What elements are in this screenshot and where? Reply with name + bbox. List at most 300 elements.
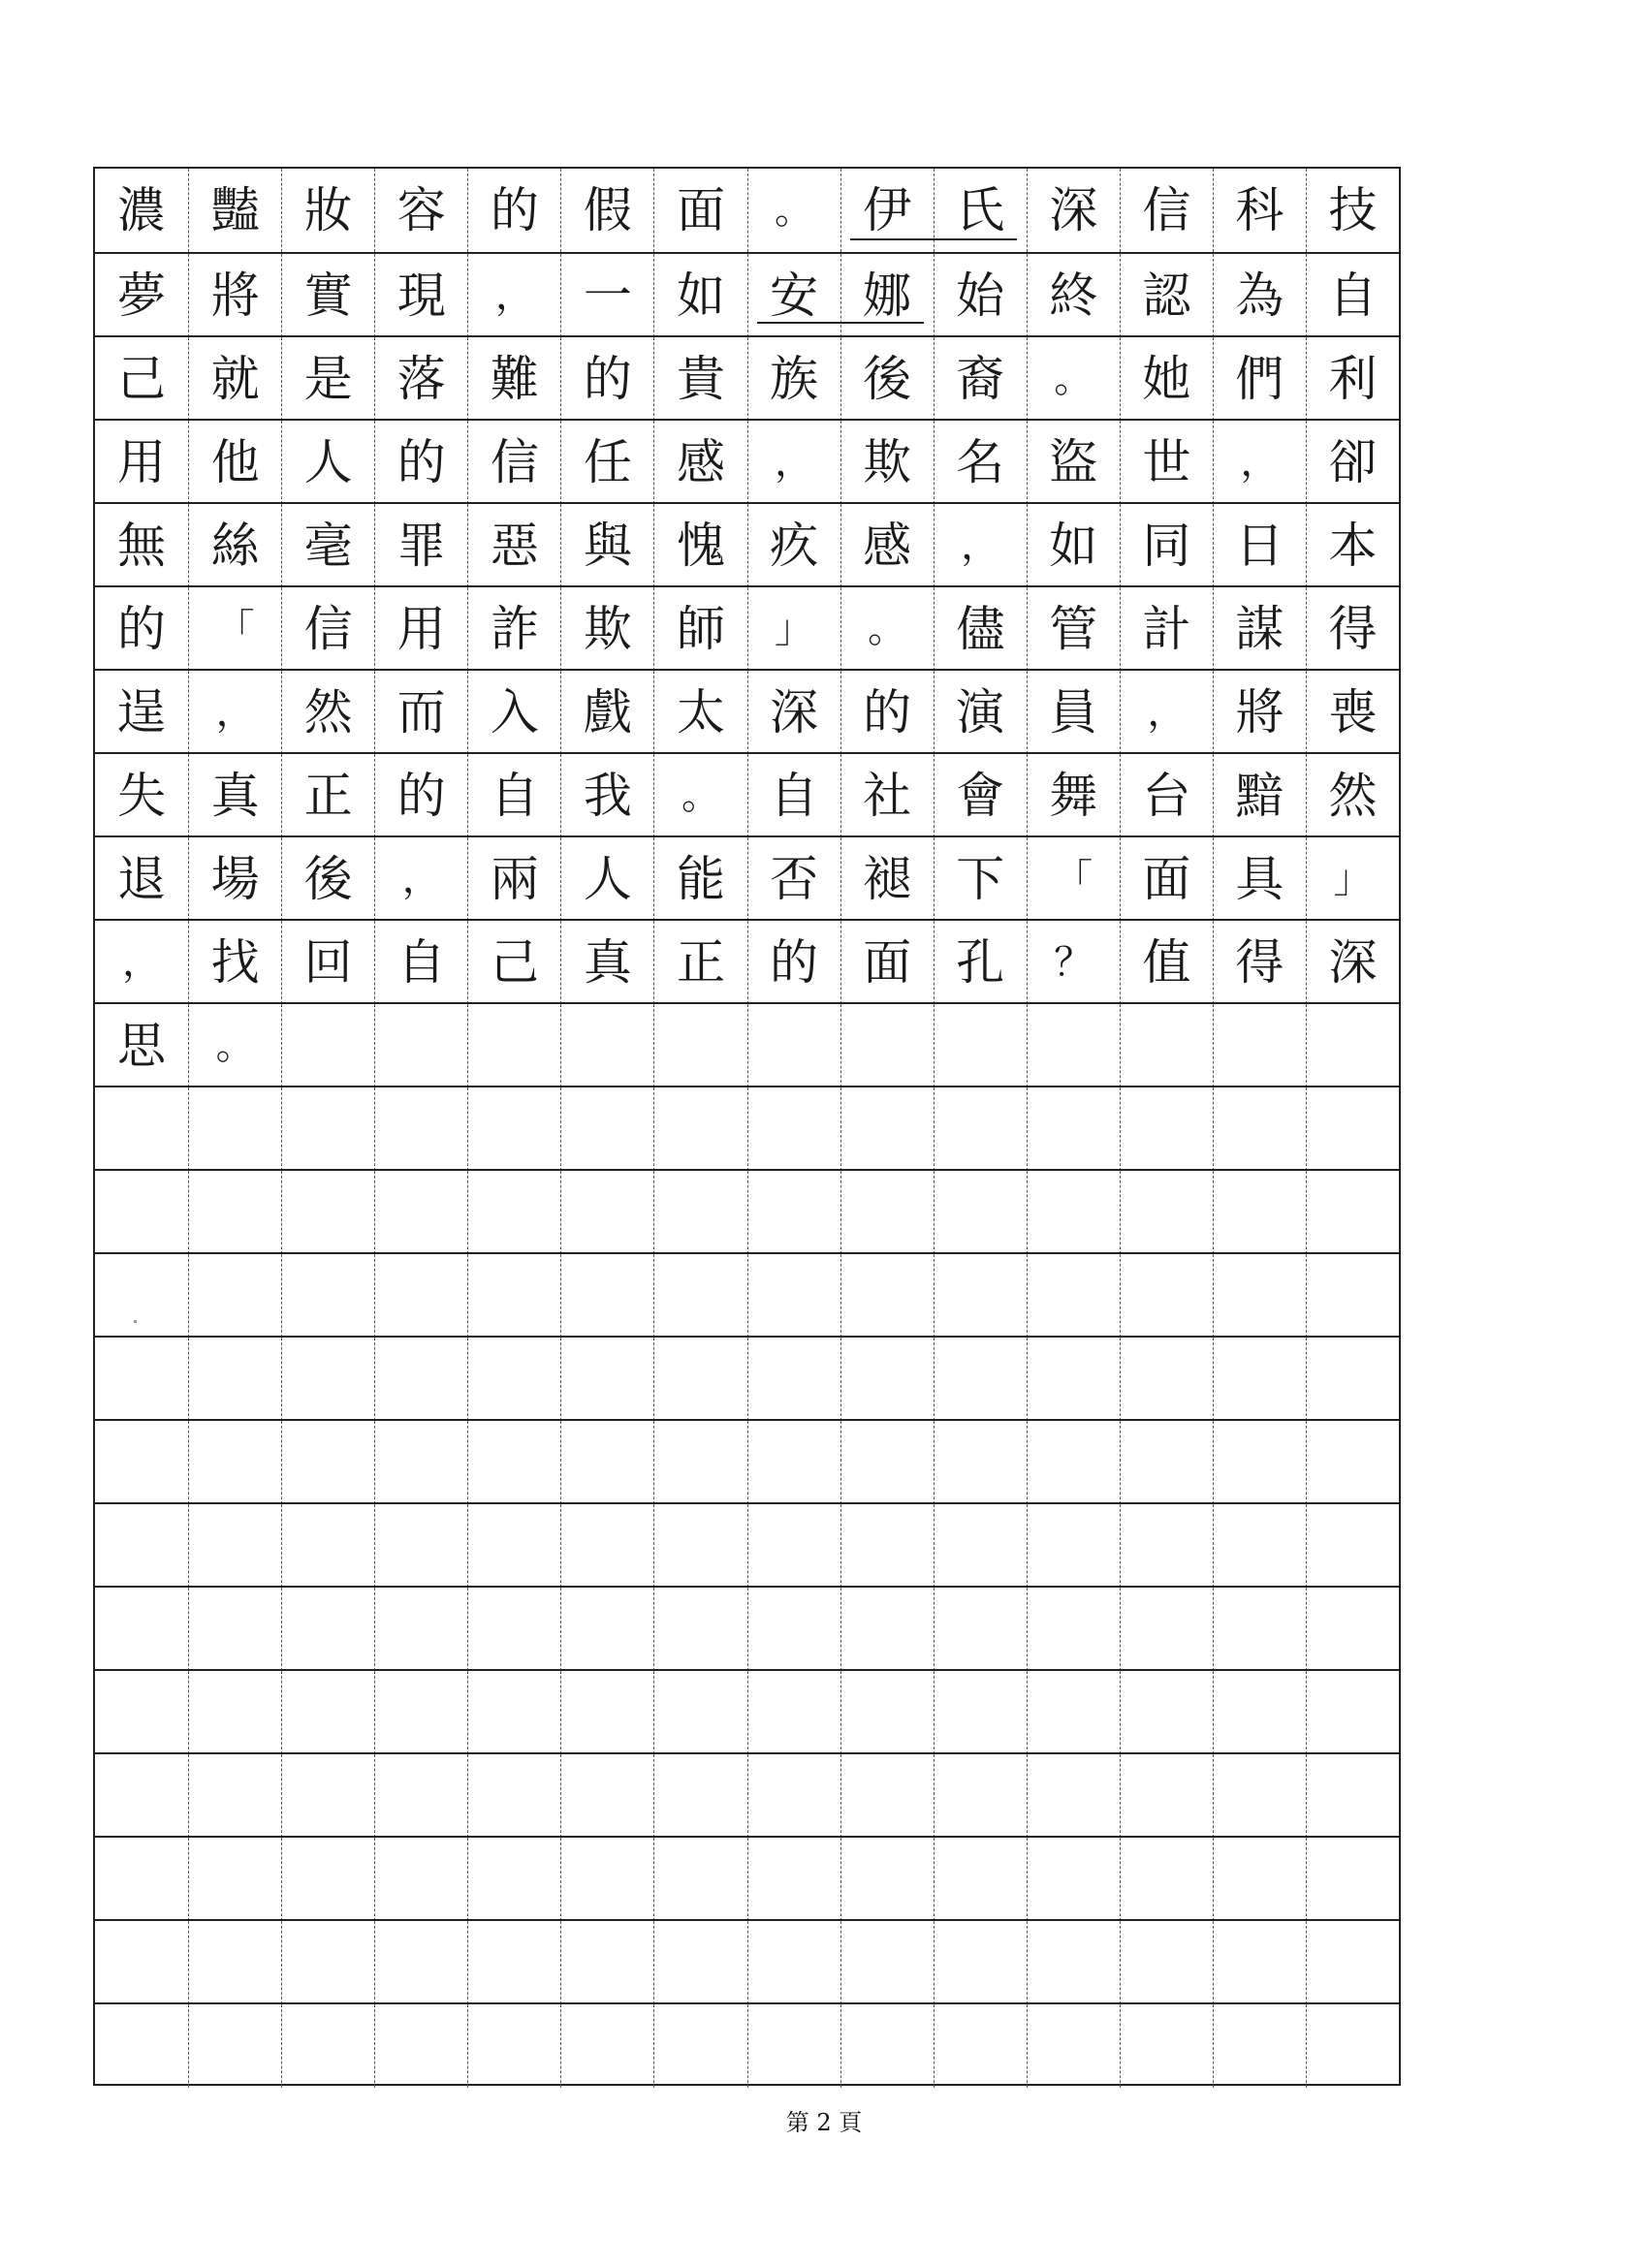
grid-cell: 無 [117, 518, 167, 574]
grid-cell [560, 1004, 653, 1087]
grid-cell [1120, 1754, 1213, 1838]
grid-cell: 一 [560, 254, 653, 337]
grid-cell [1306, 1504, 1399, 1588]
grid-cell [1306, 1338, 1399, 1421]
grid-cell [281, 1421, 374, 1504]
grid-cell: 娜 [840, 254, 934, 337]
grid-row [95, 1002, 1399, 1086]
grid-cell [747, 1338, 840, 1421]
grid-cell [560, 1504, 653, 1588]
grid-cell [188, 1504, 281, 1588]
grid-cell [747, 1754, 840, 1838]
grid-cell [747, 1588, 840, 1671]
grid-cell [188, 1754, 281, 1838]
grid-cell [1306, 1588, 1399, 1671]
grid-cell: 」 [1306, 837, 1399, 921]
grid-cell: 戲 [560, 671, 653, 754]
grid-cell [747, 1087, 840, 1171]
grid-cell: 盜 [1027, 421, 1120, 504]
grid-cell: 自 [467, 754, 560, 837]
grid-cell [1120, 1087, 1213, 1171]
grid-cell [188, 1921, 281, 2004]
grid-cell [747, 1004, 840, 1087]
grid-cell: 惡 [467, 504, 560, 587]
grid-cell [653, 1338, 746, 1421]
grid-cell: ， [1213, 421, 1306, 504]
grid-cell [188, 1087, 281, 1171]
grid-cell: 卻 [1306, 421, 1399, 504]
grid-cell: ， [122, 940, 162, 985]
grid-cell [653, 1171, 746, 1254]
grid-cell: 人 [281, 421, 374, 504]
grid-cell: 如 [1027, 504, 1120, 587]
grid-cell [747, 2004, 840, 2088]
grid-cell [1213, 1087, 1306, 1171]
grid-cell: 「 [1027, 837, 1120, 921]
grid-cell [374, 1588, 467, 1671]
grid-row [95, 1336, 1399, 1419]
grid-cell [1027, 1754, 1120, 1838]
grid-cell: ， [747, 421, 840, 504]
grid-cell: 的 [560, 337, 653, 421]
grid-cell: 我 [560, 754, 653, 837]
grid-cell: 兩 [467, 837, 560, 921]
grid-cell [1027, 1338, 1120, 1421]
grid-cell: 己 [117, 351, 167, 407]
grid-cell [188, 1338, 281, 1421]
grid-cell: 思 [117, 1018, 167, 1074]
grid-cell [281, 2004, 374, 2088]
grid-cell: 的 [467, 169, 560, 252]
grid-cell: 黯 [1213, 754, 1306, 837]
grid-cell [747, 1504, 840, 1588]
grid-cell [467, 1254, 560, 1338]
grid-cell: 他 [188, 421, 281, 504]
grid-cell: 逞 [117, 684, 167, 740]
grid-cell [747, 1921, 840, 2004]
grid-cell [467, 1171, 560, 1254]
grid-cell [934, 1921, 1027, 2004]
grid-cell: 豔 [188, 169, 281, 252]
grid-cell [281, 1171, 374, 1254]
grid-row [95, 752, 1399, 835]
grid-cell [95, 1421, 188, 1504]
grid-cell: ， [934, 504, 1027, 587]
grid-cell [840, 1588, 934, 1671]
grid-cell: 。 [1027, 337, 1120, 421]
grid-cell: 謀 [1213, 587, 1306, 671]
grid-cell: 。 [188, 1004, 281, 1087]
grid-cell [374, 1921, 467, 2004]
grid-cell [1306, 1087, 1399, 1171]
grid-cell [188, 1671, 281, 1754]
grid-cell [281, 1588, 374, 1671]
grid-cell [95, 1171, 188, 1254]
grid-cell [467, 1504, 560, 1588]
grid-cell [374, 1171, 467, 1254]
grid-cell [1213, 1338, 1306, 1421]
grid-cell [1306, 1254, 1399, 1338]
grid-cell: 與 [560, 504, 653, 587]
grid-cell [934, 1838, 1027, 1921]
grid-cell [1306, 1171, 1399, 1254]
grid-cell [467, 1421, 560, 1504]
grid-cell [840, 1504, 934, 1588]
grid-cell [1306, 1671, 1399, 1754]
grid-cell [934, 1421, 1027, 1504]
grid-cell: 絲 [188, 504, 281, 587]
grid-cell: 如 [653, 254, 746, 337]
grid-cell: 真 [560, 921, 653, 1004]
grid-cell [374, 1421, 467, 1504]
grid-cell: 「 [188, 587, 281, 671]
grid-cell [840, 1338, 934, 1421]
grid-cell: 們 [1213, 337, 1306, 421]
grid-cell [840, 1004, 934, 1087]
grid-cell [95, 1754, 188, 1838]
grid-cell [840, 1421, 934, 1504]
grid-cell: 計 [1120, 587, 1213, 671]
grid-cell: 真 [188, 754, 281, 837]
grid-cell [934, 1671, 1027, 1754]
grid-cell: 將 [188, 254, 281, 337]
grid-cell [653, 1004, 746, 1087]
grid-cell [467, 1921, 560, 2004]
grid-row [95, 2002, 1399, 2086]
grid-cell: 終 [1027, 254, 1120, 337]
grid-cell [281, 1754, 374, 1838]
grid-cell [747, 1671, 840, 1754]
grid-cell: 喪 [1306, 671, 1399, 754]
grid-cell [560, 1087, 653, 1171]
grid-cell [95, 1087, 188, 1171]
grid-cell [934, 1754, 1027, 1838]
grid-cell: 深 [1306, 921, 1399, 1004]
grid-cell [281, 1254, 374, 1338]
grid-cell: 為 [1213, 254, 1306, 337]
grid-cell [1120, 1004, 1213, 1087]
grid-cell [467, 1338, 560, 1421]
grid-cell: 罪 [374, 504, 467, 587]
grid-cell: 管 [1027, 587, 1120, 671]
grid-cell: 場 [188, 837, 281, 921]
grid-cell: 找 [188, 921, 281, 1004]
grid-cell: 實 [281, 254, 374, 337]
grid-cell: 自 [374, 921, 467, 1004]
grid-cell: 妝 [281, 169, 374, 252]
grid-cell: 社 [840, 754, 934, 837]
grid-cell [1213, 1171, 1306, 1254]
grid-cell [934, 2004, 1027, 2088]
grid-cell [1027, 1504, 1120, 1588]
grid-cell [281, 1838, 374, 1921]
grid-cell [1120, 1588, 1213, 1671]
grid-cell: 世 [1120, 421, 1213, 504]
grid-cell [840, 1754, 934, 1838]
grid-row [95, 1419, 1399, 1502]
grid-cell [560, 1421, 653, 1504]
grid-row [95, 1086, 1399, 1169]
grid-cell: 會 [934, 754, 1027, 837]
grid-cell [1027, 1838, 1120, 1921]
grid-cell: 自 [747, 754, 840, 837]
grid-cell [934, 1171, 1027, 1254]
grid-cell: 後 [840, 337, 934, 421]
grid-cell [934, 1254, 1027, 1338]
grid-cell: 始 [934, 254, 1027, 337]
grid-cell [747, 1254, 840, 1338]
grid-cell: 的 [374, 754, 467, 837]
grid-cell: 落 [374, 337, 467, 421]
grid-cell: 的 [374, 421, 467, 504]
grid-cell: 正 [281, 754, 374, 837]
grid-cell: 而 [374, 671, 467, 754]
grid-cell: 感 [653, 421, 746, 504]
grid-cell [281, 1671, 374, 1754]
grid-cell [281, 1004, 374, 1087]
grid-cell [560, 2004, 653, 2088]
grid-cell: 難 [467, 337, 560, 421]
grid-cell [560, 1338, 653, 1421]
grid-cell [188, 1254, 281, 1338]
grid-cell [188, 1421, 281, 1504]
grid-cell: 日 [1213, 504, 1306, 587]
grid-row [95, 419, 1399, 502]
grid-cell [1027, 1171, 1120, 1254]
grid-cell [374, 2004, 467, 2088]
grid-cell: 詐 [467, 587, 560, 671]
grid-cell: 自 [1306, 254, 1399, 337]
grid-row [95, 585, 1399, 669]
grid-cell [653, 1671, 746, 1754]
grid-cell: 得 [1213, 921, 1306, 1004]
grid-cell: 名 [934, 421, 1027, 504]
grid-cell [1027, 1921, 1120, 2004]
grid-cell [281, 1921, 374, 2004]
grid-cell [934, 1504, 1027, 1588]
grid-cell: 假 [560, 169, 653, 252]
grid-cell [840, 1671, 934, 1754]
name-underline [850, 238, 1017, 240]
grid-cell: 退 [117, 851, 167, 907]
grid-cell [467, 1671, 560, 1754]
grid-row [95, 169, 1399, 252]
grid-cell: 人 [560, 837, 653, 921]
grid-cell [374, 1504, 467, 1588]
grid-cell: 面 [1120, 837, 1213, 921]
grid-cell [374, 1838, 467, 1921]
grid-cell: 正 [653, 921, 746, 1004]
grid-cell: ， [188, 671, 281, 754]
grid-cell: ？ [1027, 921, 1120, 1004]
grid-cell [467, 1004, 560, 1087]
grid-cell: 演 [934, 671, 1027, 754]
grid-cell: 濃 [117, 182, 167, 238]
grid-cell [374, 1087, 467, 1171]
grid-cell: 族 [747, 337, 840, 421]
grid-cell [934, 1338, 1027, 1421]
grid-cell [1120, 1338, 1213, 1421]
grid-row [95, 919, 1399, 1002]
grid-cell [95, 1254, 188, 1338]
grid-cell [374, 1754, 467, 1838]
grid-cell [1120, 1838, 1213, 1921]
grid-cell [1213, 1504, 1306, 1588]
grid-cell: 安 [747, 254, 840, 337]
grid-cell [281, 1087, 374, 1171]
grid-cell [934, 1588, 1027, 1671]
grid-cell [188, 1838, 281, 1921]
grid-cell [281, 1504, 374, 1588]
writing-grid-sheet [93, 167, 1401, 2086]
grid-cell [1213, 1254, 1306, 1338]
grid-cell: 裔 [934, 337, 1027, 421]
grid-cell [1306, 2004, 1399, 2088]
grid-cell: 信 [1120, 169, 1213, 252]
grid-cell: 技 [1306, 169, 1399, 252]
grid-cell [188, 2004, 281, 2088]
grid-row [95, 1502, 1399, 1586]
grid-cell: 的 [747, 921, 840, 1004]
grid-row [95, 1669, 1399, 1752]
grid-cell [467, 1087, 560, 1171]
grid-cell: 愧 [653, 504, 746, 587]
grid-cell: 後 [281, 837, 374, 921]
grid-cell [95, 2004, 188, 2088]
grid-cell [560, 1754, 653, 1838]
grid-cell: 師 [653, 587, 746, 671]
grid-cell: 。 [653, 754, 746, 837]
grid-cell: 深 [1027, 169, 1120, 252]
grid-cell [1213, 1671, 1306, 1754]
grid-cell: 用 [117, 434, 167, 490]
grid-cell [653, 1754, 746, 1838]
grid-cell [934, 1087, 1027, 1171]
grid-cell [467, 2004, 560, 2088]
grid-cell: 欺 [840, 421, 934, 504]
grid-cell [653, 1421, 746, 1504]
grid-cell: 現 [374, 254, 467, 337]
grid-cell: 然 [1306, 754, 1399, 837]
grid-cell: 褪 [840, 837, 934, 921]
grid-cell: 信 [281, 587, 374, 671]
grid-cell: 容 [374, 169, 467, 252]
grid-cell [1120, 1671, 1213, 1754]
grid-row [95, 1586, 1399, 1669]
grid-cell [1027, 1671, 1120, 1754]
grid-row [95, 1836, 1399, 1919]
grid-cell: 得 [1306, 587, 1399, 671]
grid-cell: 信 [467, 421, 560, 504]
grid-cell [374, 1004, 467, 1087]
grid-cell [1027, 1087, 1120, 1171]
grid-cell [374, 1254, 467, 1338]
grid-cell [1027, 1588, 1120, 1671]
grid-cell [1306, 1754, 1399, 1838]
grid-cell: 否 [747, 837, 840, 921]
grid-cell: 夢 [117, 268, 167, 324]
grid-cell [653, 1838, 746, 1921]
grid-cell: 具 [1213, 837, 1306, 921]
grid-cell [1027, 1254, 1120, 1338]
grid-cell: 舞 [1027, 754, 1120, 837]
grid-cell: 能 [653, 837, 746, 921]
grid-row [95, 1752, 1399, 1836]
grid-cell [747, 1171, 840, 1254]
grid-cell [95, 1338, 188, 1421]
grid-cell [1306, 1838, 1399, 1921]
grid-cell [1213, 1004, 1306, 1087]
grid-row [95, 1169, 1399, 1252]
grid-cell: 孔 [934, 921, 1027, 1004]
grid-cell [747, 1838, 840, 1921]
grid-cell [653, 2004, 746, 2088]
grid-cell: 氏 [934, 169, 1027, 252]
grid-cell: 本 [1306, 504, 1399, 587]
grid-cell [1213, 1838, 1306, 1921]
grid-cell: 的 [840, 671, 934, 754]
grid-cell: 欺 [560, 587, 653, 671]
grid-cell: 面 [840, 921, 934, 1004]
grid-cell [560, 1838, 653, 1921]
grid-cell: 回 [281, 921, 374, 1004]
grid-cell: 貴 [653, 337, 746, 421]
grid-cell [1120, 1921, 1213, 2004]
grid-row [95, 252, 1399, 335]
grid-cell [840, 1254, 934, 1338]
grid-cell: 認 [1120, 254, 1213, 337]
grid-cell: 任 [560, 421, 653, 504]
grid-cell [1213, 2004, 1306, 2088]
grid-cell [560, 1921, 653, 2004]
grid-cell [467, 1838, 560, 1921]
grid-cell [95, 1588, 188, 1671]
grid-cell [840, 1087, 934, 1171]
grid-cell: 毫 [281, 504, 374, 587]
grid-cell: 員 [1027, 671, 1120, 754]
grid-cell [653, 1921, 746, 2004]
stray-mark [134, 1320, 137, 1323]
grid-cell: 」 [747, 587, 840, 671]
grid-cell [1027, 1004, 1120, 1087]
grid-cell: 是 [281, 337, 374, 421]
grid-cell [281, 1338, 374, 1421]
grid-cell [560, 1671, 653, 1754]
grid-cell [95, 1504, 188, 1588]
grid-cell [840, 1171, 934, 1254]
grid-cell [1027, 2004, 1120, 2088]
grid-cell [653, 1588, 746, 1671]
grid-cell [840, 1921, 934, 2004]
grid-cell: 。 [840, 587, 934, 671]
grid-cell: 下 [934, 837, 1027, 921]
grid-cell [653, 1087, 746, 1171]
grid-cell [95, 1671, 188, 1754]
grid-cell [1306, 1421, 1399, 1504]
grid-cell [934, 1004, 1027, 1087]
grid-cell: 己 [467, 921, 560, 1004]
grid-cell [1027, 1421, 1120, 1504]
grid-cell: 科 [1213, 169, 1306, 252]
grid-cell [653, 1254, 746, 1338]
grid-cell: 伊 [840, 169, 934, 252]
grid-cell [840, 2004, 934, 2088]
grid-cell [467, 1588, 560, 1671]
grid-cell: 然 [281, 671, 374, 754]
grid-cell [560, 1254, 653, 1338]
name-underline [757, 322, 924, 324]
grid-cell: 就 [188, 337, 281, 421]
